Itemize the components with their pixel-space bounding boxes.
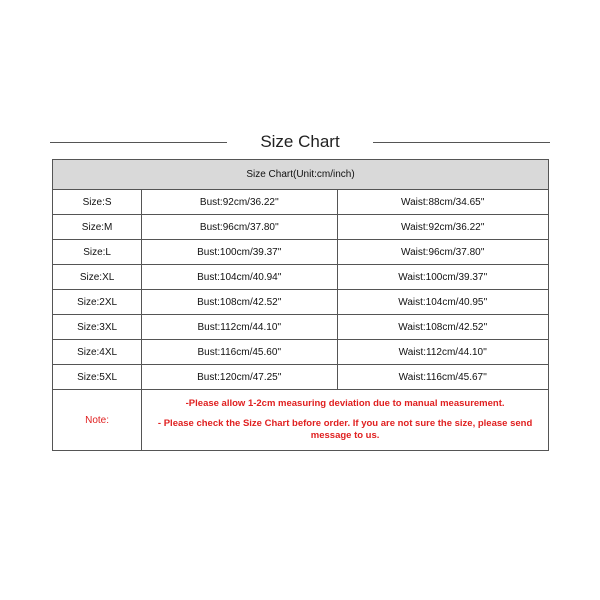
size-cell: Size:M	[53, 215, 142, 240]
table-row	[53, 290, 549, 315]
title-divider-right	[373, 142, 550, 143]
title-divider-left	[50, 142, 227, 143]
bust-cell: Bust:116cm/45.60''	[142, 340, 337, 365]
size-chart-table	[52, 159, 549, 451]
note-line: - Please check the Size Chart before order. If you are not sure the size, please send message to us.	[157, 418, 533, 441]
size-cell: Size:5XL	[53, 365, 142, 390]
bust-cell: Bust:100cm/39.37''	[142, 240, 337, 265]
table-row	[53, 340, 549, 365]
table-row	[53, 215, 549, 240]
table-row	[53, 315, 549, 340]
size-cell: Size:XL	[53, 265, 142, 290]
table-header-row	[53, 160, 549, 190]
title-banner	[50, 131, 550, 155]
note-row	[53, 390, 549, 451]
bust-cell: Bust:92cm/36.22''	[142, 190, 337, 215]
bust-cell: Bust:96cm/37.80''	[142, 215, 337, 240]
waist-cell: Waist:100cm/39.37''	[337, 265, 548, 290]
waist-cell: Waist:104cm/40.95''	[337, 290, 548, 315]
table-row	[53, 240, 549, 265]
bust-cell: Bust:104cm/40.94''	[142, 265, 337, 290]
waist-cell: Waist:116cm/45.67''	[337, 365, 548, 390]
bust-cell: Bust:120cm/47.25''	[142, 365, 337, 390]
size-cell: Size:2XL	[53, 290, 142, 315]
table-row	[53, 190, 549, 215]
page-title: Size Chart	[227, 131, 373, 153]
waist-cell: Waist:88cm/34.65''	[337, 190, 548, 215]
note-label: Note:	[53, 390, 142, 451]
bust-cell: Bust:112cm/44.10''	[142, 315, 337, 340]
table-row	[53, 265, 549, 290]
size-cell: Size:4XL	[53, 340, 142, 365]
note-content	[142, 390, 549, 451]
size-cell: Size:3XL	[53, 315, 142, 340]
size-cell: Size:S	[53, 190, 142, 215]
waist-cell: Waist:108cm/42.52''	[337, 315, 548, 340]
table-row	[53, 365, 549, 390]
bust-cell: Bust:108cm/42.52''	[142, 290, 337, 315]
size-cell: Size:L	[53, 240, 142, 265]
waist-cell: Waist:96cm/37.80''	[337, 240, 548, 265]
waist-cell: Waist:112cm/44.10''	[337, 340, 548, 365]
waist-cell: Waist:92cm/36.22''	[337, 215, 548, 240]
table-header: Size Chart(Unit:cm/inch)	[53, 160, 549, 190]
note-line: -Please allow 1-2cm measuring deviation due to manual measurement.	[185, 398, 505, 409]
